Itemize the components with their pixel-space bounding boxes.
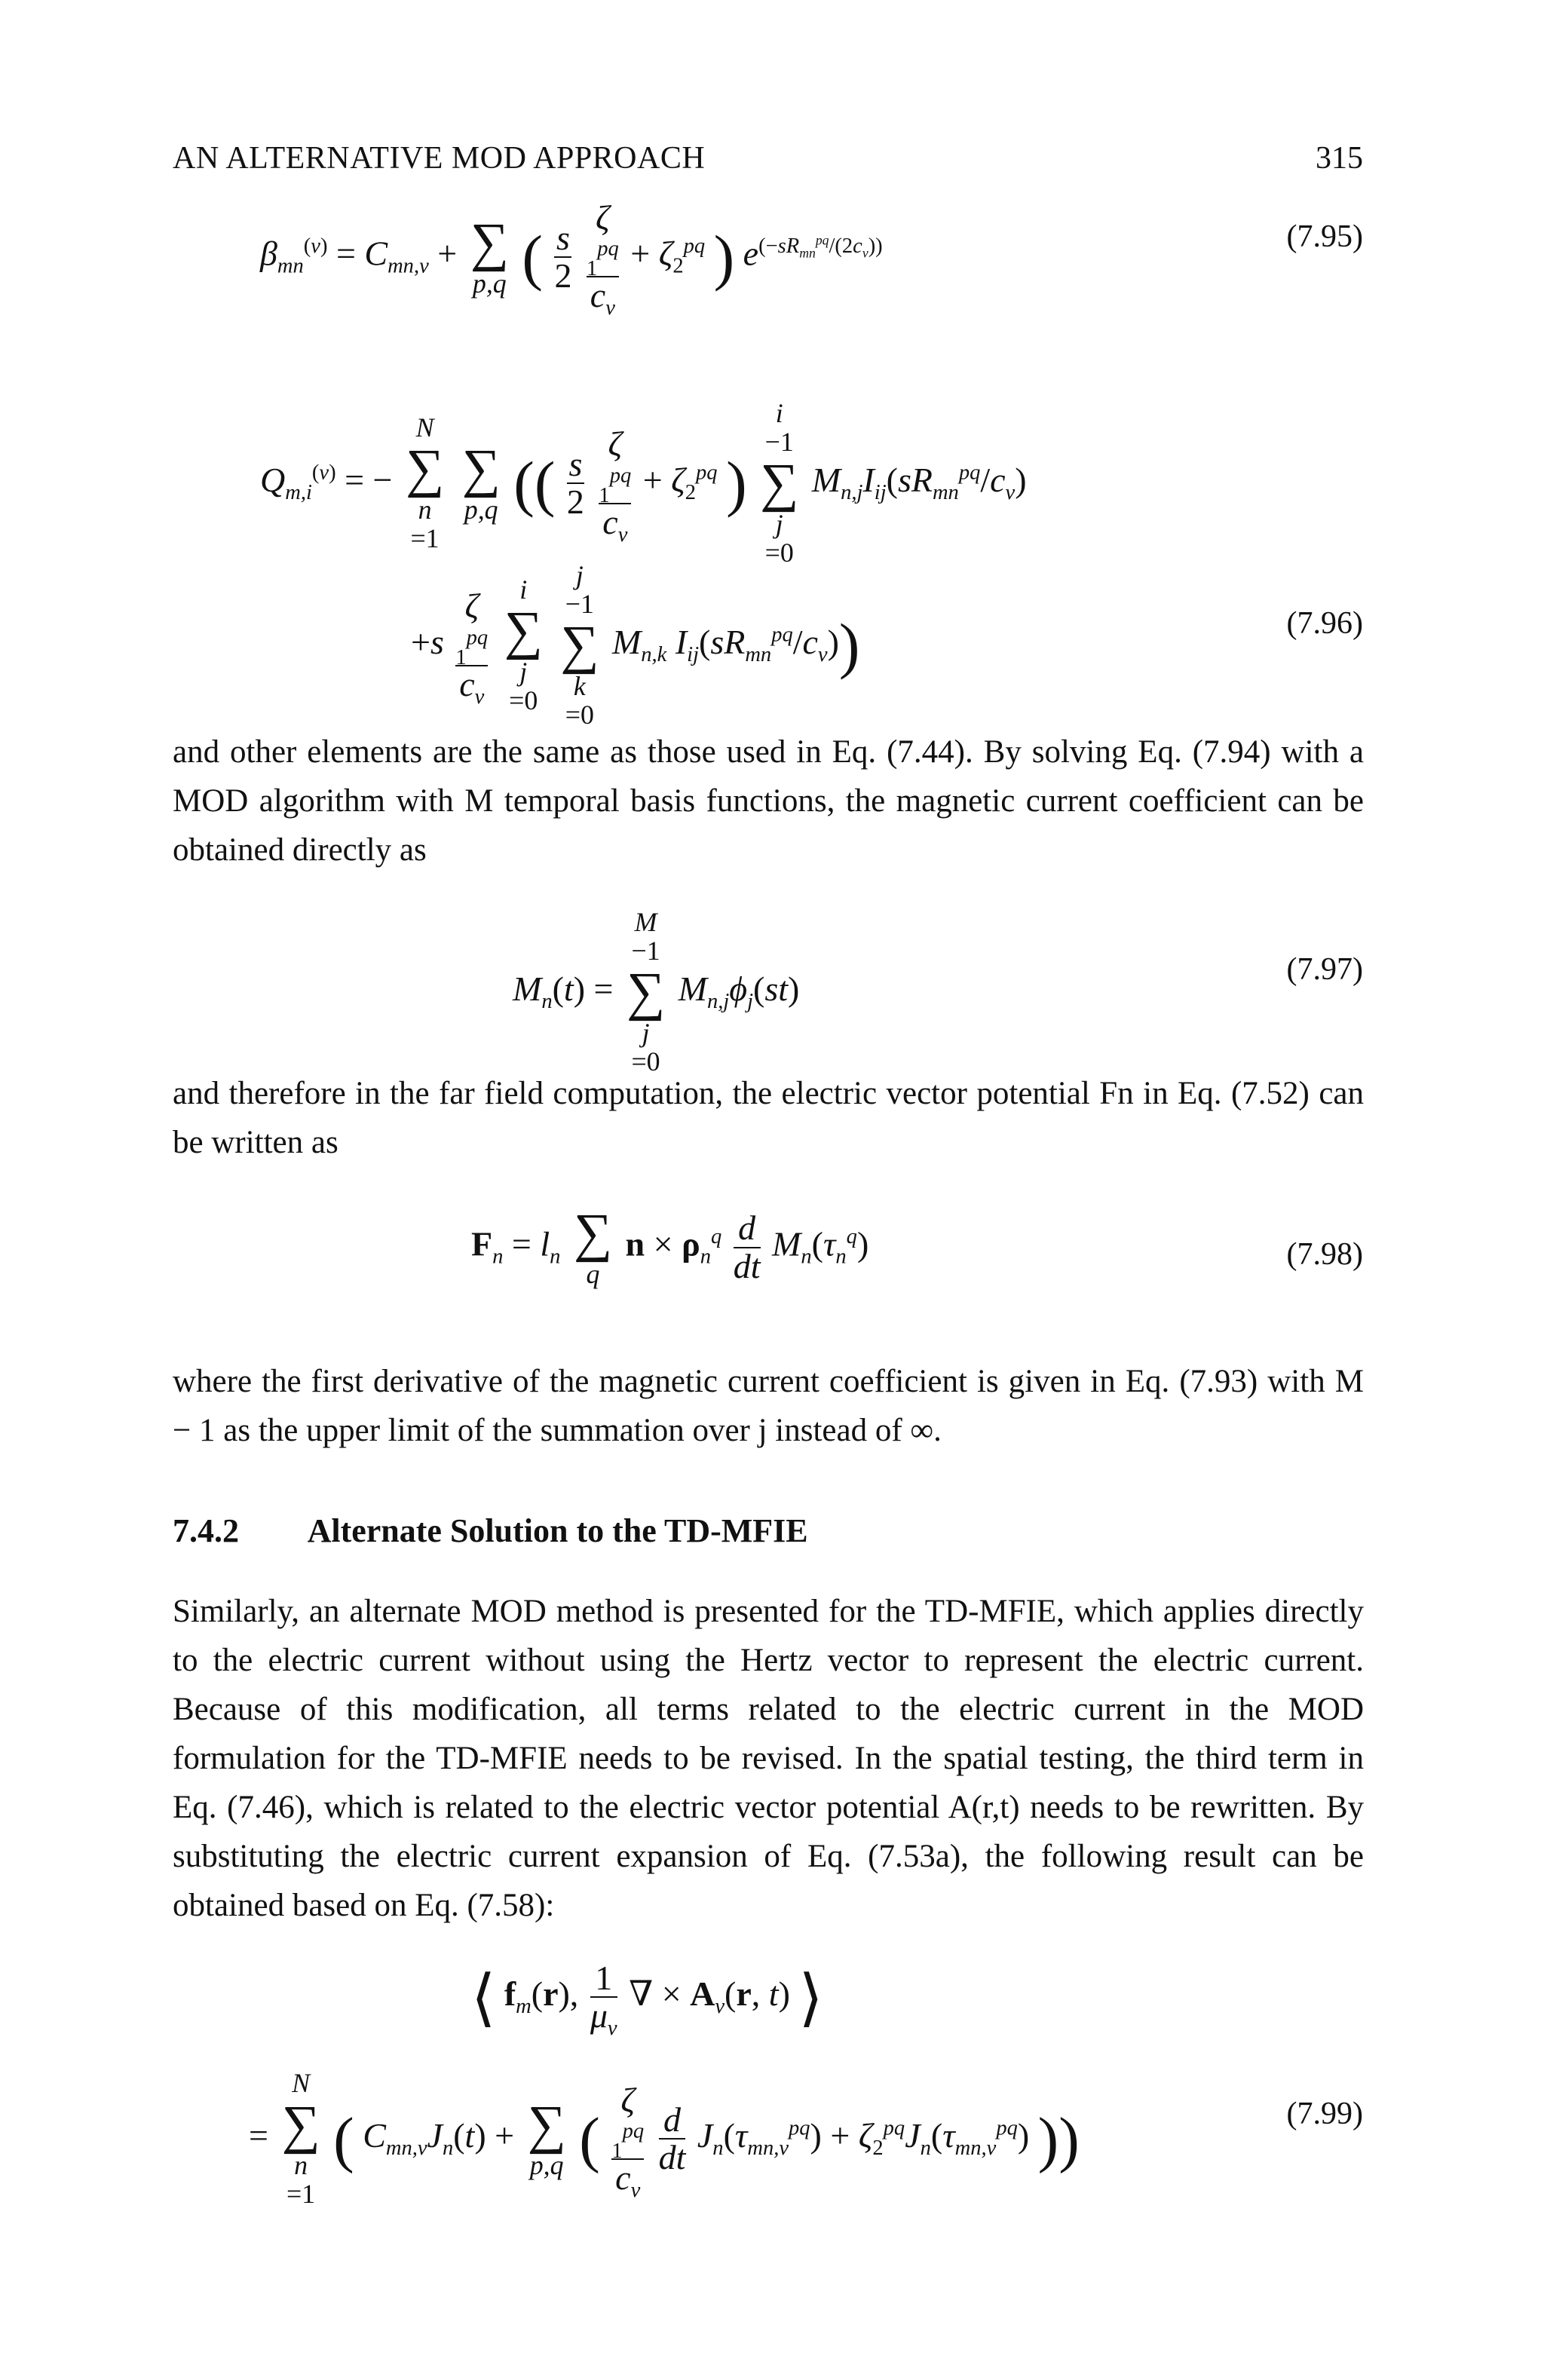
running-head: AN ALTERNATIVE MOD APPROACH [173, 141, 706, 176]
equation-7-99-line-1: ⟨ $f_m(r)$, $\frac{1}{\mu_\nu}$ ∇ × $A_\nu(r$, t) ⟩ [471, 1959, 823, 2041]
paragraph: and therefore in the far field computation, the electric vector potential Fn in Eq. (7.52) can be written as [173, 1076, 1364, 1160]
paragraph: where the first derivative of the magnetic current coefficient is given in Eq. (7.93) with M − 1 as the upper limit of the summation over j instead of ∞. [173, 1364, 1364, 1448]
equation-7-99-line-2: = N ∑ n =1 ( $C_{mn,\nu}J_n(t)$ + ∑ p,q ( ζ $_1^{pq}$ $c_\nu$ $\frac{d}{dt}$ $J_n(\tau_{mn,\nu}^{pq}) + \zeta_2^{pq}J_n(\tau_{mn,\nu}^{pq})$ )) [249, 2068, 1080, 2210]
equation-number: (7.95) [1286, 219, 1363, 254]
equation-number: (7.98) [1286, 1237, 1363, 1272]
section-number: 7.4.2 [173, 1512, 239, 1549]
equation-7-96-line-2: +s ζ $_1^{pq}$ $c_\nu$ i ∑ j =0 j −1 ∑ k =0 $M_{n,k}$ $I_{ij}(sR_{mn}^{pq}/c_\nu)$) [411, 560, 860, 730]
paragraph: Similarly, an alternate MOD method is presented for the TD-MFIE, which applies directly to the electric current without using the Hertz vector to represent the electric current. Because of this modification, all terms related to the electric current in the MOD formulation for the TD-MFIE needs to be revised. In the spatial testing, the third term in Eq. (7.46), which is related to the electric vector potential A(r,t) needs to be rewritten. By substituting the electric current expansion of Eq. (7.53a), the following result can be obtained based on Eq. (7.58): [173, 1594, 1364, 1923]
equation-number: (7.97) [1286, 952, 1363, 987]
equation-7-95: $\beta_{mn}^{(\nu)} = C_{mn,\nu}$ + ∑ p,q ( $\frac{s}{2}$ ζ $_1^{pq}$ $c_\nu$ + $\zeta_2^{pq}$ ) $e^{(-sR_{mn}^{pq}/(2c_\nu))}$ [260, 198, 883, 320]
section-title: Alternate Solution to the TD-MFIE [307, 1512, 808, 1549]
equation-number: (7.96) [1286, 606, 1363, 641]
paragraph: and other elements are the same as those used in Eq. (7.44). By solving Eq. (7.94) with a MOD algorithm with M temporal basis functions, the magnetic current coefficient can be obtained directly as [173, 734, 1364, 868]
equation-number: (7.99) [1286, 2097, 1363, 2131]
section-heading [173, 1512, 808, 1550]
page-number: 315 [1316, 141, 1363, 176]
equation-7-97: $M_n(t)$ = M −1 ∑ j =0 $M_{n,j}\phi_j(st)$ [513, 907, 800, 1077]
equation-7-96-line-1: $Q_{m,i}^{(\nu)}$ = − N ∑ n =1 ∑ p,q (( $\frac{s}{2}$ ζ $_1^{pq}$ $c_\nu$ + $\zeta_2^{pq}$ ) i −1 ∑ j =0 $M_{n,j}I_{ij}(sR_{mn}^{pq}/c_\nu)$ [260, 398, 1027, 568]
equation-7-98: $F_n = l_n$ ∑ q $n \times \rho_n^q$ $\frac{d}{dt}$ $M_n(\tau_n^q)$ [471, 1202, 869, 1289]
